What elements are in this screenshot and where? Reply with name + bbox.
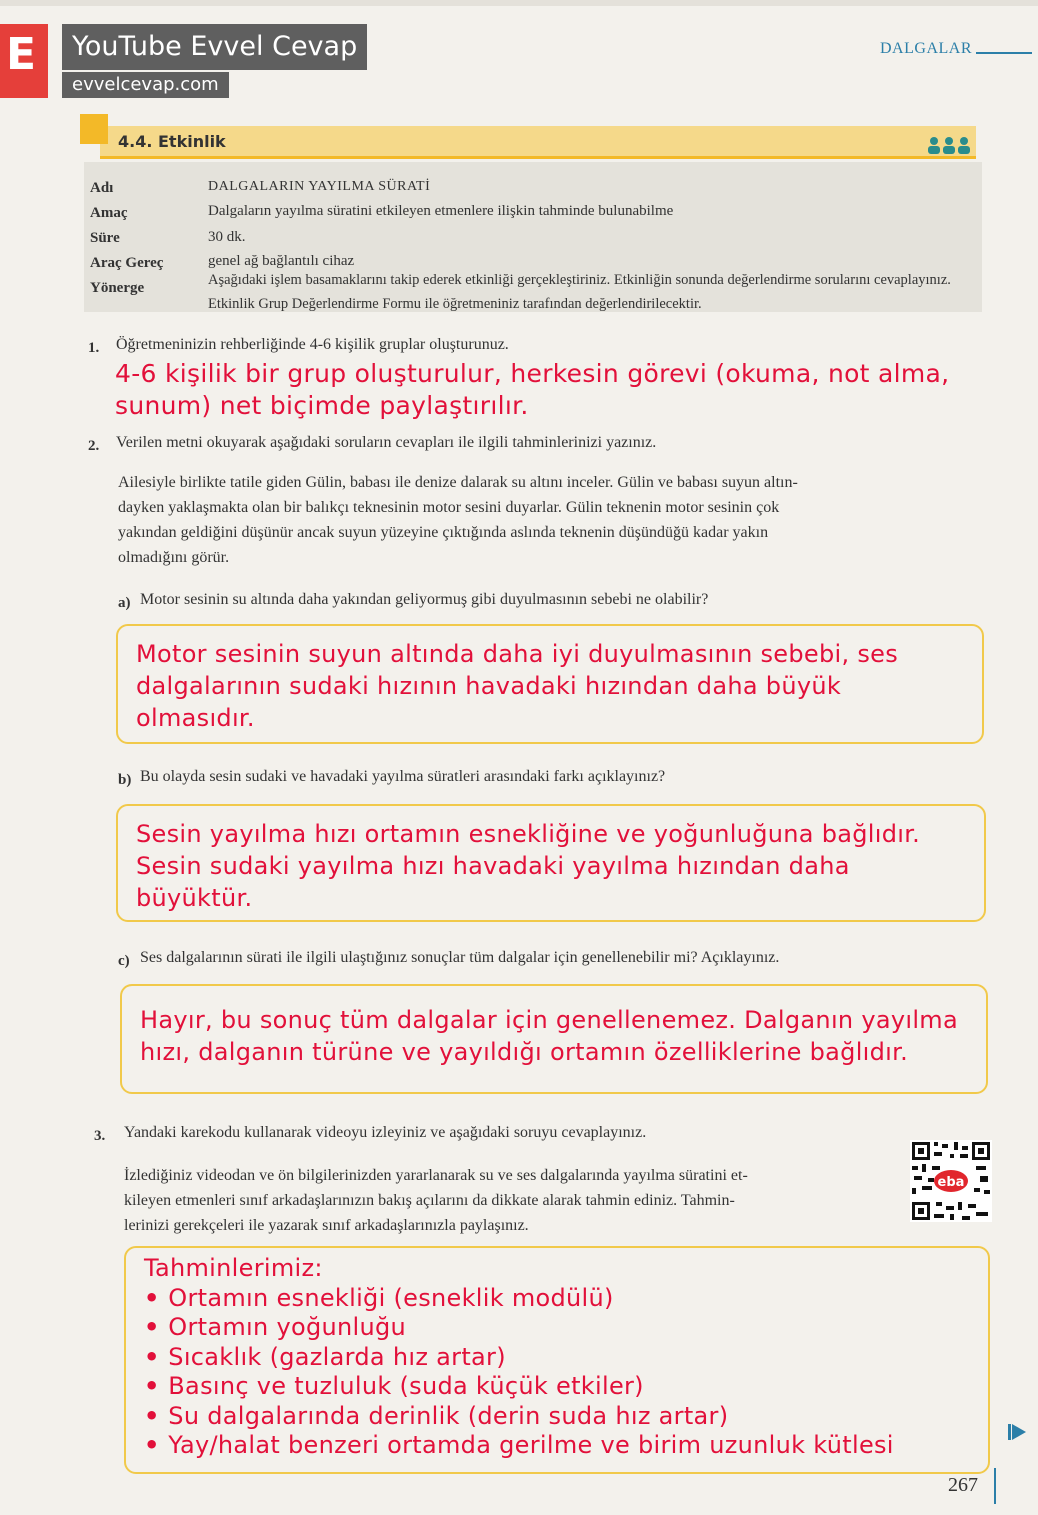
qr-code-icon[interactable] [910,1140,992,1222]
answer-line: Hayır, bu sonuç tüm dalgalar için genellenemez. Dalganın yayılma [140,1006,958,1034]
chapter-title: DALGALAR [880,40,972,57]
answer-list-item: • Ortamın esnekliği (esneklik modülü) [144,1283,614,1312]
question-3-passage [124,1163,894,1238]
answer-line: olmasıdır. [136,704,255,732]
question-2b-text: Bu olayda sesin sudaki ve havadaki yayılma süratleri arasındaki farkı açıklayınız? [140,768,666,785]
answer-list-item: • Basınç ve tuzluluk (suda küçük etkiler) [144,1372,644,1400]
question-1-answer[interactable] [115,358,949,422]
info-label-duration: Süre [90,230,120,246]
info-value-name: DALGALARIN YAYILMA SÜRATİ [208,179,431,194]
question-2a-answer [136,638,898,734]
question-3-number: 3. [94,1128,106,1144]
info-label-instructions: Yönerge [90,280,145,296]
watermark-url[interactable]: evvelcevap.com [62,72,229,98]
question-2a-label: a) [118,595,131,611]
answer-line: Motor sesinin suyun altında daha iyi duyulmasının sebebi, ses [136,640,899,668]
passage-line: Ailesiyle birlikte tatile giden Gülin, babası ile denize dalarak su altını inceler. Gülin ve babası suyun altın- [118,474,798,491]
passage-line: yakından geldiğini düşünür ancak suyun yüzeyine çıktığında aslında teknenin düşündüğü kadar yakın [118,524,769,541]
info-value-materials: genel ağ bağlantılı cihaz [208,253,355,269]
page-number-divider [994,1468,996,1504]
info-label-name: Adı [90,180,114,196]
answer-list-item: • Sıcaklık (gazlarda hız artar) [144,1342,506,1371]
question-2b-answer [136,818,920,914]
question-2c-answer [140,1004,958,1068]
answer-line: Sesin sudaki yayılma hızı havadaki yayılma hızından daha [136,852,850,880]
answer-list-item: • Ortamın yoğunluğu [144,1313,407,1341]
activity-header-accent [80,114,108,144]
info-value-purpose: Dalgaların yayılma süratini etkileyen etmenlere ilişkin tahminde bulunabilme [208,203,674,219]
next-page-bar [1008,1424,1011,1440]
question-2c-text: Ses dalgalarının sürati ile ilgili ulaştığınız sonuçlar tüm dalgalar için genellenebilir mi? Açıklayınız. [140,949,780,966]
info-value-instructions: Aşağıdaki işlem basamaklarını takip ederek etkinliği gerçekleştiriniz. Etkinliğin sonunda değerlendirme sorularını cevaplayınız. Etkinlik Grup Değerlendirme Formu ile öğretmeniniz tarafından değerlendirilecektir. [208,272,951,312]
question-2b-label: b) [118,772,132,788]
answer-line: hızı, dalganın türüne ve yayıldığı ortamın özelliklerine bağlıdır. [140,1038,909,1066]
info-label-materials: Araç Gereç [90,255,164,271]
evvelcevap-logo [0,24,48,98]
question-3-text: Yandaki karekodu kullanarak videoyu izleyiniz ve aşağıdaki soruyu cevaplayınız. [124,1124,647,1141]
answer-list-item: • Yay/halat benzeri ortamda gerilme ve birim uzunluk kütlesi [144,1431,894,1459]
question-1-text: Öğretmeninizin rehberliğinde 4-6 kişilik gruplar oluşturunuz. [116,336,509,353]
question-3-answer [144,1254,894,1461]
answer-line: Sesin yayılma hızı ortamın esnekliğine ve yoğunluğuna bağlıdır. [136,820,921,848]
activity-header-bar [100,126,976,158]
chapter-underline [976,52,1032,54]
answer-line: büyüktür. [136,884,253,912]
watermark-title[interactable]: YouTube Evvel Cevap [62,24,367,70]
info-label-purpose: Amaç [90,205,128,221]
question-1-number: 1. [88,340,100,356]
logo-letter: E [6,29,37,80]
group-work-icon [926,136,972,156]
answer-list-item: • Su dalgalarında derinlik (derin suda hız artar) [144,1401,729,1430]
question-2c-label: c) [118,953,130,969]
passage-line: olmadığını görür. [118,549,230,566]
passage-line: dayken yaklaşmakta olan bir balıkçı teknesinin motor sesini duyarlar. Gülin teknenin motor sesinin çok [118,499,780,516]
next-page-arrow-icon[interactable] [1012,1424,1026,1440]
answer-line: sunum) net biçimde paylaştırılır. [115,391,529,420]
passage-line: İzlediğiniz videodan ve ön bilgilerinizden yararlanarak su ve ses dalgalarında yayılma süratini et- [124,1167,748,1184]
answer-line: dalgalarının sudaki hızının havadaki hızından daha büyük [136,672,842,700]
question-2a-text: Motor sesinin su altında daha yakından geliyormuş gibi duyulmasının sebebi ne olabilir? [140,591,709,608]
info-value-duration: 30 dk. [208,229,246,245]
page-top-edge [0,0,1038,6]
answer-line: 4-6 kişilik bir grup oluşturulur, herkesin görevi (okuma, not alma, [115,359,950,388]
question-2-text: Verilen metni okuyarak aşağıdaki soruların cevapları ile ilgili tahminlerinizi yazınız. [116,434,657,451]
activity-header-line [100,156,976,159]
page-number: 267 [948,1474,978,1496]
activity-title: 4.4. Etkinlik [118,132,226,151]
passage-line: lerinizi gerekçeleri ile yazarak sınıf arkadaşlarınızla paylaşınız. [124,1217,529,1234]
passage-line: kileyen etmenleri sınıf arkadaşlarınızın bakış açılarını da dikkate alarak tahmin ediniz. Tahmin- [124,1192,735,1209]
qr-eba-label: eba [937,1175,965,1190]
question-2-passage [118,470,958,570]
answer-title: Tahminlerimiz: [144,1254,323,1282]
question-2-number: 2. [88,438,100,454]
